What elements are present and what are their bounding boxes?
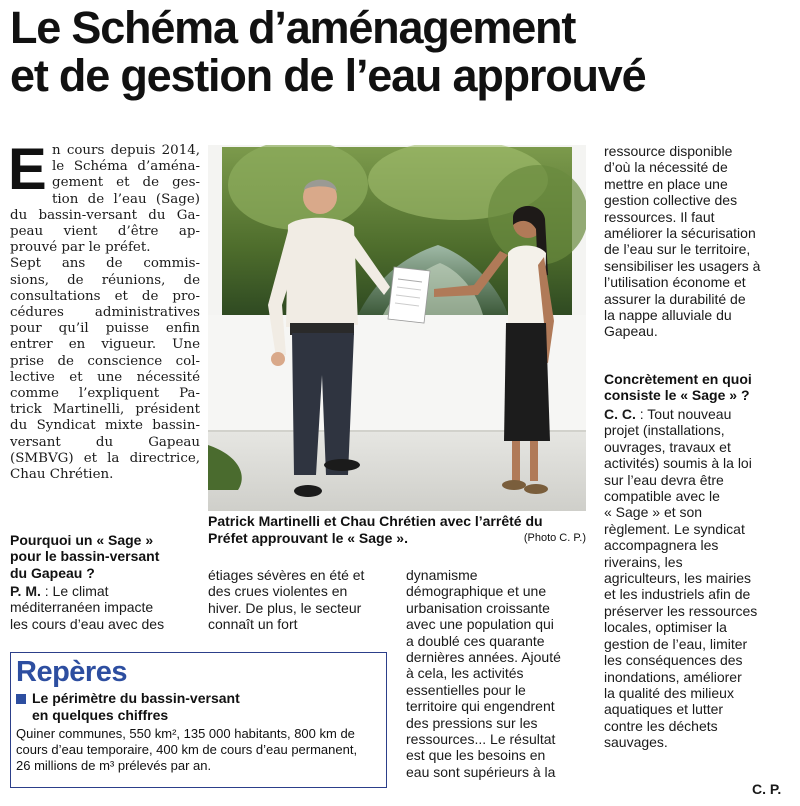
answer-line: dynamisme bbox=[406, 567, 478, 583]
answer-line: connaît un fort bbox=[208, 616, 298, 633]
question-2-line: Concrètement en quoi bbox=[604, 371, 752, 387]
reperes-title: Repères bbox=[16, 656, 127, 688]
answer-line: ouvrages, travaux et bbox=[604, 438, 731, 455]
caption-line-2: Préfet approuvant le « Sage ». (Photo C. P.) bbox=[208, 530, 586, 546]
answer-line: « Sage » et son bbox=[604, 504, 703, 521]
intro-line: entrer en vigueur. Une bbox=[10, 337, 200, 353]
intro-line: trick Martinelli, président bbox=[10, 402, 200, 418]
answer-line: ressource disponible bbox=[604, 143, 733, 159]
question-1-line: du Gapeau ? bbox=[10, 564, 95, 581]
intro-column bbox=[8, 137, 200, 483]
answer-line: est que les besoins en bbox=[406, 747, 546, 764]
photo-caption bbox=[208, 513, 586, 547]
article-photo bbox=[208, 145, 586, 511]
photo-credit: (Photo C. P.) bbox=[523, 532, 586, 544]
question-2 bbox=[604, 371, 794, 404]
answer-line: gestion collective des bbox=[604, 192, 738, 209]
intro-line: lective et une nécessité bbox=[10, 369, 200, 385]
answer-2 bbox=[604, 406, 794, 751]
answer-line: ressources. Il faut bbox=[604, 208, 715, 225]
answer-line: hiver. De plus, le secteur bbox=[208, 599, 362, 616]
answer-line: locales, optimiser la bbox=[604, 619, 727, 636]
intro-text bbox=[8, 137, 200, 483]
intro-line: pour qu’il puisse enfin bbox=[10, 321, 200, 337]
answer-line: des pressions sur les bbox=[406, 714, 538, 731]
answer-line: la nappe alluviale du bbox=[604, 307, 732, 324]
answer-line: assurer la durabilité de bbox=[604, 290, 746, 307]
answer-line: les conséquences des bbox=[604, 652, 743, 669]
intro-line: comme l’expliquent Pa- bbox=[10, 386, 200, 402]
answer-line: a doublé ces quarante bbox=[406, 632, 545, 649]
title-line-1: Le Schéma d’aménagement bbox=[10, 2, 576, 53]
intro-line: Chau Chrétien. bbox=[10, 467, 114, 483]
intro-line: le Schéma d’aména- bbox=[52, 159, 200, 175]
answer-line: l’utilisation économe et bbox=[604, 274, 746, 291]
answer-line: gestion de l’eau, limiter bbox=[604, 635, 748, 652]
speaker-pm: P. M. bbox=[10, 583, 41, 599]
answer-1-col-3 bbox=[406, 567, 594, 780]
speaker-cc: C. C. bbox=[604, 406, 636, 422]
intro-line: tion de l’eau (Sage) bbox=[52, 191, 200, 207]
answer-line: de l’eau sur le territoire, bbox=[604, 241, 751, 258]
intro-line: prouvé par le préfet. bbox=[10, 240, 151, 256]
answer-line: et les industriels afin de bbox=[604, 586, 751, 603]
answer-line: activités) soumis à la loi bbox=[604, 455, 752, 472]
answer-line: sur l’eau devra être bbox=[604, 471, 724, 488]
photo-illustration bbox=[208, 145, 586, 511]
question-2-line: consiste le « Sage » ? bbox=[604, 387, 750, 404]
intro-line: Sept ans de commis- bbox=[10, 256, 200, 272]
column-4-top bbox=[604, 143, 794, 340]
answer-line: améliorer la sécurisation bbox=[604, 225, 756, 242]
intro-line: n cours depuis 2014, bbox=[52, 143, 200, 158]
reperes-text: Quiner communes, 550 km², 135 000 habitants, 800 km de cours d’eau temporaire, 400 km de cours d’eau permanent, 26 millions de m³ prélevés par an. bbox=[16, 726, 358, 773]
intro-line: peau vient d’être ap- bbox=[10, 224, 200, 240]
drop-cap: E bbox=[8, 137, 47, 202]
answer-line: P. M. : Le climat bbox=[10, 583, 109, 599]
intro-line: prise de conscience col- bbox=[10, 353, 200, 369]
answer-line: mettre en place une bbox=[604, 175, 728, 192]
answer-line: démographique et une bbox=[406, 583, 547, 600]
intro-line: gement et de ges- bbox=[52, 175, 200, 191]
answer-line: étiages sévères en été et bbox=[208, 567, 365, 583]
answer-line: eau sont supérieurs à la bbox=[406, 763, 556, 780]
answer-line: contre les déchets bbox=[604, 717, 718, 734]
caption-line-1: Patrick Martinelli et Chau Chrétien avec l’arrêté du bbox=[208, 513, 543, 529]
answer-line: à cela, les activités bbox=[406, 665, 524, 682]
question-1 bbox=[10, 532, 200, 581]
article-title bbox=[10, 4, 790, 100]
reperes-subtitle: Le périmètre du bassin-versant en quelques chiffres bbox=[32, 690, 240, 723]
question-1-line: Pourquoi un « Sage » bbox=[10, 532, 154, 548]
answer-line: riverains, les bbox=[604, 553, 683, 570]
answer-line: avec une population qui bbox=[406, 616, 554, 633]
answer-line: méditerranéen impacte bbox=[10, 599, 154, 616]
answer-line: projet (installations, bbox=[604, 422, 725, 439]
title-line-2: et de gestion de l’eau approuvé bbox=[10, 50, 646, 101]
answer-line: compatible avec le bbox=[604, 488, 720, 505]
answer-line: sauvages. bbox=[604, 734, 668, 751]
answer-line: C. C. : Tout nouveau bbox=[604, 406, 732, 422]
answer-line: dernières années. Ajouté bbox=[406, 649, 561, 666]
intro-line: du bassin-versant du Ga- bbox=[10, 207, 200, 223]
answer-line: ressources... Le résultat bbox=[406, 731, 556, 748]
intro-line: versant du Gapeau bbox=[10, 434, 200, 450]
answer-line: préserver les ressources bbox=[604, 602, 758, 619]
signature: C. P. bbox=[752, 781, 782, 797]
answer-1-col-1 bbox=[10, 583, 200, 632]
intro-line: (SMBVG) et la directrice, bbox=[10, 450, 200, 466]
answer-line: urbanisation croissante bbox=[406, 599, 550, 616]
answer-line: règlement. Le syndicat bbox=[604, 520, 745, 537]
intro-line: sions, de réunions, de bbox=[10, 272, 200, 288]
answer-line: aquatiques et lutter bbox=[604, 701, 724, 718]
answer-line: accompagnera les bbox=[604, 537, 719, 554]
question-1-line: pour le bassin-versant bbox=[10, 548, 160, 565]
answer-line: territoire qui engendrent bbox=[406, 698, 555, 715]
answer-line: agriculteurs, les mairies bbox=[604, 570, 752, 587]
answer-1-col-2 bbox=[208, 567, 398, 633]
answer-line: d’où la nécessité de bbox=[604, 159, 728, 176]
intro-line: consultations et de pro- bbox=[10, 288, 200, 304]
intro-line: du Syndicat mixte bassin- bbox=[10, 418, 200, 434]
answer-line: sensibiliser les usagers à bbox=[604, 257, 761, 274]
square-bullet-icon bbox=[16, 694, 26, 704]
answer-line: inondations, améliorer bbox=[604, 668, 742, 685]
answer-line: Gapeau. bbox=[604, 323, 658, 340]
answer-line: la qualité des milieux bbox=[604, 684, 734, 701]
answer-line: des crues violentes en bbox=[208, 583, 348, 600]
answer-line: essentielles pour le bbox=[406, 681, 526, 698]
answer-line: les cours d’eau avec des bbox=[10, 615, 165, 632]
intro-line: cédures administratives bbox=[10, 305, 200, 321]
